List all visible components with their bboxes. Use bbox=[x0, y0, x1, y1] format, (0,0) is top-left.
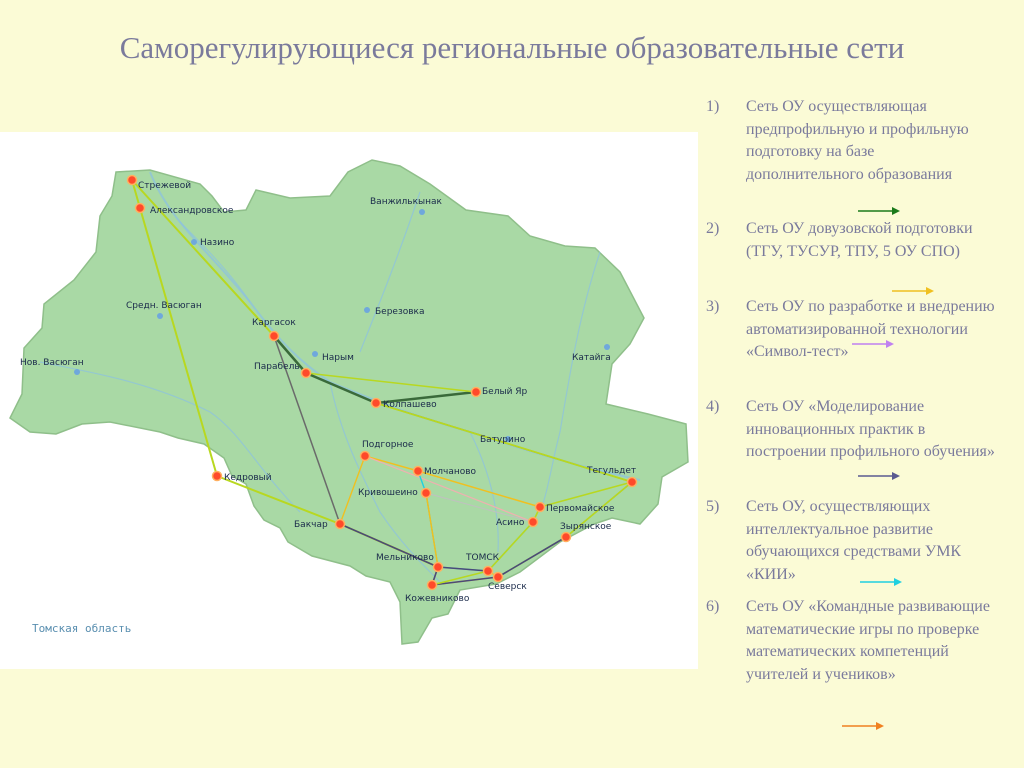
city-baturino bbox=[480, 435, 526, 445]
arrow-right-icon bbox=[858, 206, 902, 216]
city-label: Нарым bbox=[322, 353, 354, 363]
slide-title: Саморегулирующиеся региональные образовательные сети bbox=[119, 30, 905, 65]
city-network-marker bbox=[628, 478, 637, 487]
city-network-marker bbox=[361, 452, 370, 461]
city-zyryanskoe bbox=[560, 522, 612, 542]
city-belyy_yar bbox=[472, 387, 528, 397]
city-network-marker bbox=[434, 563, 443, 572]
city-label: Зырянское bbox=[560, 522, 612, 532]
city-aleksandrovskoe bbox=[136, 204, 234, 217]
city-marker bbox=[191, 239, 197, 245]
city-label: Стрежевой bbox=[138, 181, 192, 191]
city-label: Средн. Васюган bbox=[126, 301, 202, 311]
legend-text: Сеть ОУ «Моделирование инновационных практик в построении профильного обучения» bbox=[746, 398, 995, 460]
city-label: Мельниково bbox=[376, 553, 434, 563]
city-marker bbox=[419, 209, 425, 215]
city-label: Катайга bbox=[572, 353, 611, 363]
city-network-marker bbox=[302, 369, 311, 378]
city-network-marker bbox=[336, 520, 345, 529]
city-network-marker bbox=[128, 176, 137, 185]
city-label: Нов. Васюган bbox=[20, 358, 84, 368]
city-marker bbox=[74, 369, 80, 375]
city-network-marker bbox=[414, 467, 423, 476]
city-label: Бакчар bbox=[294, 520, 328, 530]
legend-number: 3) bbox=[706, 298, 720, 315]
arrow-right-icon bbox=[892, 286, 936, 296]
city-pervomayskoe bbox=[536, 503, 615, 515]
city-label: Батурино bbox=[480, 435, 526, 445]
city-label: ТОМСК bbox=[466, 553, 500, 563]
arrow-right-icon bbox=[852, 339, 896, 349]
legend-text: Сеть ОУ по разработке и внедрению автоматизированной технологии «Символ-тест» bbox=[746, 298, 995, 360]
city-label: Подгорное bbox=[362, 440, 414, 450]
city-label: Кривошеино bbox=[358, 488, 418, 498]
city-marker bbox=[157, 313, 163, 319]
region-label: Томская область bbox=[32, 622, 132, 635]
city-network-marker bbox=[472, 388, 481, 397]
legend-number: 5) bbox=[706, 498, 720, 515]
legend-number: 4) bbox=[706, 398, 720, 415]
legend-text: Сеть ОУ довузовской подготовки (ТГУ, ТУСУР, ТПУ, 5 ОУ СПО) bbox=[746, 220, 973, 260]
city-network-marker bbox=[428, 581, 437, 590]
city-label: Березовка bbox=[375, 307, 425, 317]
arrow-right-icon bbox=[858, 471, 902, 481]
city-label: Молчаново bbox=[424, 467, 477, 477]
city-network-marker bbox=[136, 204, 145, 213]
city-label: Кедровый bbox=[224, 473, 272, 483]
map-canvas bbox=[0, 132, 698, 669]
legend-number: 6) bbox=[706, 598, 720, 615]
city-label: Парабель bbox=[254, 362, 300, 372]
city-label: Назино bbox=[200, 238, 235, 248]
city-asino bbox=[496, 518, 538, 529]
city-kedrovyy bbox=[213, 472, 272, 484]
city-label: Тегульдет bbox=[587, 466, 637, 476]
tomsk-region-map bbox=[0, 132, 698, 669]
city-label: Северск bbox=[488, 582, 527, 592]
city-marker bbox=[604, 344, 610, 350]
legend-number: 2) bbox=[706, 220, 720, 237]
city-label: Первомайское bbox=[546, 504, 615, 514]
city-network-marker bbox=[536, 503, 545, 512]
city-label: Ванжилькынак bbox=[370, 197, 442, 207]
city-label: Кожевниково bbox=[405, 594, 470, 604]
legend-text: Сеть ОУ осуществляющая предпрофильную и профильную подготовку на базе дополнительного образования bbox=[746, 98, 969, 183]
city-network-marker bbox=[494, 573, 503, 582]
legend-number: 1) bbox=[706, 98, 720, 115]
city-label: Колпашево bbox=[383, 400, 437, 410]
arrow-right-icon bbox=[860, 577, 904, 587]
city-network-marker bbox=[562, 533, 571, 542]
region-land bbox=[10, 160, 688, 644]
city-label: Каргасок bbox=[252, 318, 296, 328]
city-marker bbox=[312, 351, 318, 357]
legend-text: Сеть ОУ «Командные развивающие математические игры по проверке математических компетенций учителей и учеников» bbox=[746, 598, 990, 683]
city-label: Белый Яр bbox=[482, 387, 528, 397]
city-marker bbox=[364, 307, 370, 313]
city-network-marker bbox=[422, 489, 431, 498]
legend-text: Сеть ОУ, осуществляющих интеллектуальное развитие обучающихся средствами УМК «КИИ» bbox=[746, 498, 962, 583]
city-network-marker bbox=[213, 472, 222, 481]
city-network-marker bbox=[270, 332, 279, 341]
city-network-marker bbox=[372, 399, 381, 408]
city-label: Александровское bbox=[150, 206, 234, 216]
city-network-marker bbox=[529, 518, 538, 527]
city-network-marker bbox=[484, 567, 493, 576]
city-label: Асино bbox=[496, 518, 525, 528]
arrow-right-icon bbox=[842, 721, 886, 731]
